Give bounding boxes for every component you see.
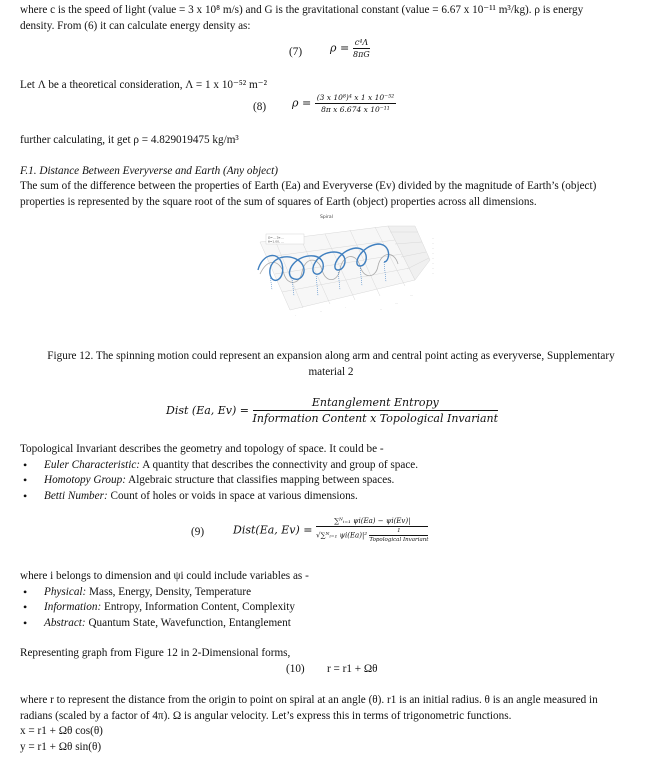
list-item-desc: Entropy, Information Content, Complexity [101,601,295,613]
equation-10: r = r1 + Ωθ [327,663,378,675]
equation-9-numerator: ∑ᴺᵢ₌₁ ψi(Ea) − ψi(Ev)| [316,517,428,527]
svg-text:·: · [295,313,296,317]
equation-9-inner-fraction [369,528,428,543]
distance-equation-lhs: Dist (Ea, Ev) = [166,404,250,417]
svg-text:··: ·· [320,309,322,313]
distance-equation [166,396,498,425]
y-equation: y = r1 + Ωθ sin(θ) [20,740,102,753]
variables-intro: where i belongs to dimension and ψi could include variables as - [20,570,309,582]
section-paragraph [20,179,645,210]
equation-9-lhs: Dist(Ea, Ev) = [233,523,313,537]
list-item [20,600,620,616]
list-item-desc: Count of holes or voids in space at various dimensions. [107,489,358,502]
svg-text:··: ·· [432,246,434,250]
list-item [20,489,620,505]
list-item-term: Homotopy Group: [44,474,126,486]
svg-text:··: ·· [432,236,434,240]
distance-equation-denominator: Information Content x Topological Invariant [252,412,499,425]
list-item-term: Abstract: [44,616,86,629]
topological-list [20,458,620,505]
equation-7-fraction [353,38,370,59]
svg-text:··: ·· [432,261,434,265]
equation-8-lhs: ρ = [292,96,312,110]
svg-text:··: ·· [380,307,382,311]
svg-text:··: ·· [432,256,434,260]
list-item-term: Information: [44,601,102,613]
equation-9-inner-numerator: 1 [369,528,428,536]
svg-text:··: ·· [432,266,434,270]
list-item-desc: Algebraic structure that classifies mapping between spaces. [125,474,395,486]
section-line-1: The sum of the difference between the properties of Earth (Ea) and Everyverse (Ev) divided by the magnitude of Earth’s (object) [20,180,597,192]
figure-12 [220,212,450,342]
figure-title: Spiral [320,215,333,220]
list-item-desc: Mass, Energy, Density, Temperature [86,585,252,598]
distance-equation-numerator: Entanglement Entropy [253,396,499,411]
equation-10-number: (10) [286,663,305,675]
intro-line-2: density. From (6) it can calculate energy density as: [20,19,251,32]
lambda-statement: Let Λ be a theoretical consideration, Λ = 1 x 10⁻⁵² m⁻² [20,79,267,91]
equation-9 [233,517,428,543]
equation-8-numerator: (3 x 10⁸)⁴ x 1 x 10⁻⁵² [316,93,395,102]
distance-equation-fraction [253,396,499,425]
list-item [20,473,620,489]
spiral-3d-plot [220,212,450,342]
svg-text:·: · [345,305,346,309]
equation-9-root: √∑ᴺᵢ₌₁ ψi(Ea)|² [316,531,368,540]
section-heading: F.1. Distance Between Everyverse and Earth (Any object) [20,165,278,177]
list-item-desc: Quantum State, Wavefunction, Entanglement [85,616,291,629]
list-item-term: Betti Number: [44,489,108,502]
list-item [20,458,620,474]
figure-caption-line-2: material 2 [308,365,354,378]
svg-text:··: ·· [432,241,434,245]
intro-line-1: where c is the speed of light (value = 3 x 10⁸ m/s) and G is the gravitational constant (value = 6.67 x 10⁻¹¹ m³/kg). ρ is energy [20,4,584,16]
closing-paragraph [20,693,645,755]
equation-9-inner-denominator: Topological Invariant [369,537,429,543]
svg-text:···: ··· [410,293,413,297]
list-item [20,585,620,601]
x-equation: x = r1 + Ωθ cos(θ) [20,725,103,737]
list-item-desc: A quantity that describes the connectivity and group of space. [140,458,419,471]
equation-9-fraction [316,517,428,543]
topological-intro: Topological Invariant describes the geometry and topology of space. It could be - [20,443,384,455]
figure-caption-line-1: Figure 12. The spinning motion could represent an expansion along arm and central point acting as everyverse, Supplementary [47,350,615,362]
variables-list [20,585,620,632]
equation-9-denominator [316,527,428,543]
svg-text:···: ··· [395,301,398,305]
rho-result: further calculating, it get ρ = 4.829019475 kg/m³ [20,134,239,146]
graph-2d-intro: Representing graph from Figure 12 in 2-Dimensional forms, [20,647,291,659]
equation-7-lhs: ρ = [330,41,350,55]
equation-7-numerator: c⁴Λ [354,38,369,47]
figure-legend-line-1: Ω=... 2π·... [268,235,285,240]
figure-legend-line-2: θ=1.00, ... [268,239,284,244]
list-item-term: Physical: [44,585,87,598]
equation-7-number: (7) [289,46,303,58]
equation-8 [292,93,396,114]
equation-7-denominator: 8πG [353,50,370,59]
section-line-2: properties is represented by the square root of the sum of squares of Earth (object) properties across all dimensions. [20,195,537,208]
list-item-term: Euler Characteristic: [44,458,141,471]
list-item [20,616,620,632]
svg-text:··: ·· [432,251,434,255]
intro-paragraph [20,3,642,34]
closing-line-2: radians (scaled by a factor of 4π). Ω is angular velocity. Let’s express this in terms of trigonometric functions. [20,709,512,722]
closing-line-1: where r to represent the distance from the origin to point on spiral at an angle (θ). r1 is an initial radius. θ is an angle measured in [20,694,598,706]
variables-section [20,569,620,631]
equation-8-denominator: 8π x 6.674 x 10⁻¹¹ [321,105,390,114]
figure-caption [20,349,642,380]
equation-7 [330,38,370,59]
equation-9-number: (9) [191,526,205,538]
equation-8-fraction [315,93,396,114]
svg-text:··: ·· [432,271,434,275]
topological-invariant-section [20,442,620,504]
equation-8-number: (8) [253,101,267,113]
